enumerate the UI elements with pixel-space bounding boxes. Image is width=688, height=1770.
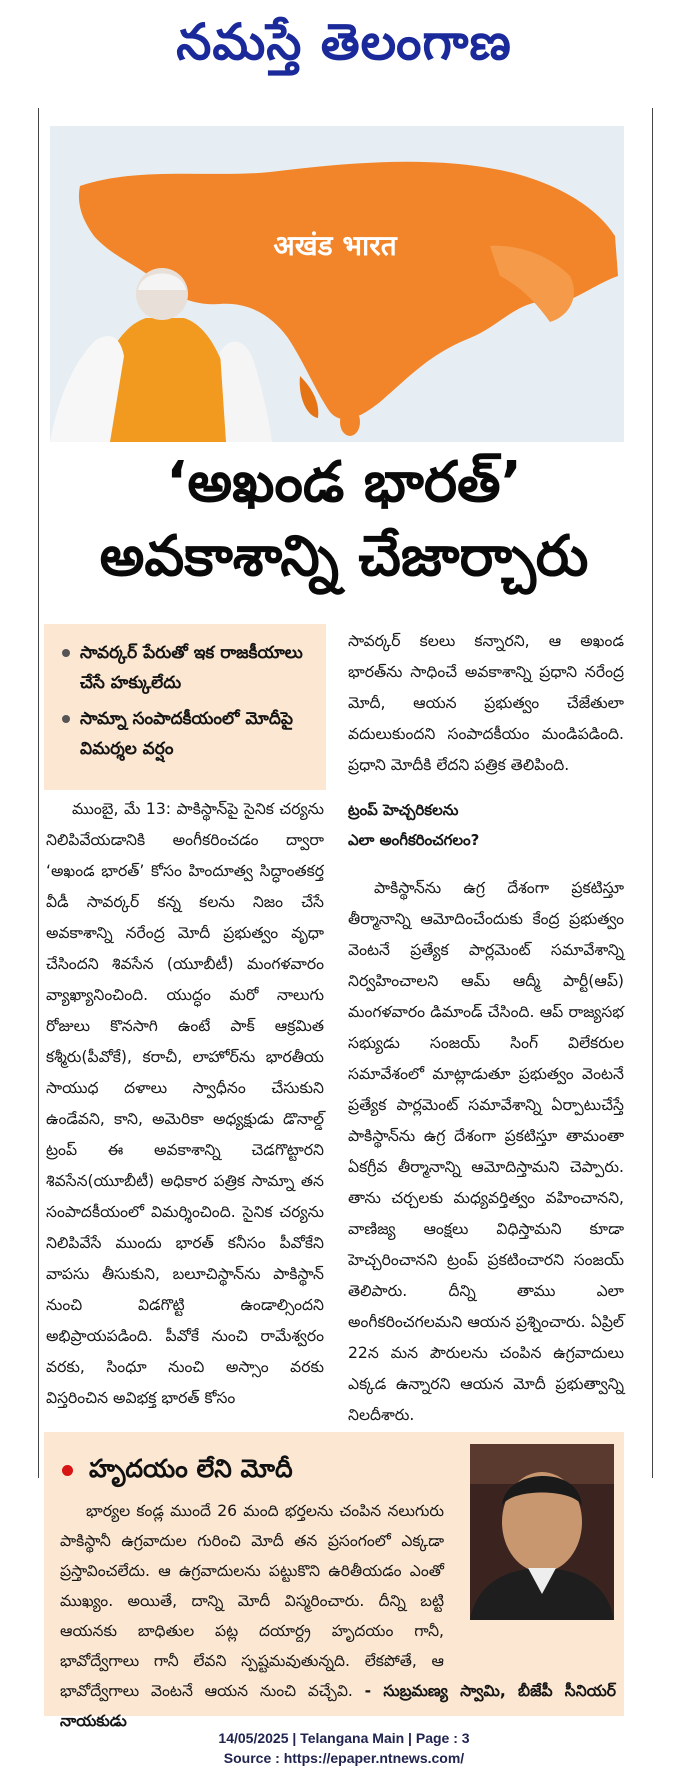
akhand-bharat-map-illustration (50, 126, 624, 442)
photo-wrap-spacer (452, 1496, 616, 1674)
highlights-box (44, 624, 326, 790)
quote-attribution: - సుబ్రమణ్య స్వామి, బీజేపీ సీనియర్‌ నాయకుడు (60, 1682, 616, 1730)
article-paragraph: సావర్కర్‌ కలలు కన్నారని, ఆ అఖండ భారత్‌ను సాధించే అవకాశాన్ని ప్రధాని నరేంద్ర మోదీ, ఆయన ప్రభుత్వం చేజేతులా వదులుకుందని సంపాదకీయం మండిపడింది. ప్రధాని మోదీకి లేదని పత్రిక తెలిపింది. (348, 632, 624, 774)
highlight-item (60, 704, 316, 764)
article-illustration (50, 126, 624, 442)
headline-line-1: ‘అఖండ భారత్‌’ (166, 450, 522, 515)
bullet-icon (62, 649, 70, 657)
headline-line-2: అవకాశాన్ని చేజార్చారు (99, 524, 589, 589)
box-paragraph: భార్యల కండ్ల ముందే 26 మంది భర్తలను చంపిన నలుగురు పాకిస్థానీ ఉగ్రవాదుల గురించి మోదీ తన ప్రసంగంలో ఎక్కడా ప్రస్తావించలేదు. ఆ ఉగ్రవాదులను పట్టుకొని ఉరితీయడం ఎంతో ముఖ్యం. అయితే, దాన్ని మోదీ విస్మరించారు. దీన్ని బట్టి ఆయనకు బాధితుల పట్ల దయార్ద్ర హృదయం గానీ, భావోద్వేగాలు గానీ లేవని స్పష్టమవుతున్నది. లేకపోతే, ఆ భావోద్వేగాలు వెంటనే ఆయన నుంచి వచ్చేవి. (60, 1502, 444, 1700)
subheading-line-2: ఎలా అంగీకరించగలం? (348, 831, 480, 849)
newspaper-masthead: నమస్తే తెలంగాణ (176, 13, 512, 71)
highlight-text: సామ్నా సంపాదకీయంలో మోదీపై విమర్శల వర్షం (80, 709, 293, 759)
article-paragraph: ముంబై, మే 13: పాకిస్థాన్‌పై సైనిక చర్యను నిలిపివేయడానికి అంగీకరించడం ద్వారా ‘అఖండ భారత్‌’ కోసం హిందూత్వ సిద్ధాంతకర్త వీడీ సావర్కర్‌ కన్న కలను నిజం చేసే అవకాశాన్ని నరేంద్ర మోదీ ప్రభుత్వం వృధా చేసిందని శివసేన (యూబీటీ) మంగళవారం వ్యాఖ్యానించింది. యుద్ధం మరో నాలుగు రోజులు కొనసాగి ఉంటే పాక్‌ ఆక్రమిత కశ్మీరు(పీవోకే), కరాచీ, లాహోర్‌ను భారతీయ సాయుధ దళాలు స్వాధీనం చేసుకుని ఉండేవని, కాని, అమెరికా అధ్యక్షుడు డొనాల్డ్‌ ట్రంప్‌ ఈ అవకాశాన్ని చెడగొట్టారని శివసేన(యూబీటీ) అధికార పత్రిక సామ్నా తన సంపాదకీయంలో విమర్శించింది. సైనిక చర్యను నిలిపివేసే ముందు భారత్‌ కనీసం పీవోకేని వాపసు తీసుకుని, బలూచిస్థాన్‌ను పాకిస్థాన్‌ నుంచి విడగొట్టి ఉండాల్సిందని అభిప్రాయపడింది. పీవోకే నుంచి రామేశ్వరం వరకు, సింధూ నుంచి అస్సాం వరకు విస్తరించిన అవిభక్త భారత్‌ కోసం (46, 800, 324, 1407)
column-rule-right (652, 108, 653, 1478)
bullet-icon (62, 1465, 73, 1476)
footer-source: Source : https://epaper.ntnews.com/ (223, 1750, 465, 1766)
article-column-right (348, 626, 624, 1431)
subheading-line-1: ట్రంప్‌ హెచ్చరికలను (348, 801, 459, 819)
article-column-left (46, 794, 324, 1414)
highlight-text: సావర్కర్‌ పేరుతో ఇక రాజకీయాలు చేసే హక్కులేదు (80, 643, 303, 693)
map-caption: अखंड भारत (273, 229, 397, 262)
headline (30, 446, 658, 594)
highlight-item (60, 638, 316, 698)
box-title (62, 1454, 293, 1490)
column-rule-left (38, 108, 39, 1478)
page-footer (0, 1728, 688, 1768)
subheading (348, 795, 624, 855)
footer-edition-info: 14/05/2025 | Telangana Main | Page : 3 (218, 1730, 470, 1746)
article-paragraph: పాకిస్థాన్‌ను ఉగ్ర దేశంగా ప్రకటిస్తూ తీర్మానాన్ని ఆమోదించేందుకు కేంద్ర ప్రభుత్వం వెంటనే ప్రత్యేక పార్లమెంట్‌ సమావేశాన్ని నిర్వహించాలని ఆమ్‌ ఆద్మీ పార్టీ(ఆప్‌) మంగళవారం డిమాండ్‌ చేసింది. ఆప్‌ రాజ్యసభ సభ్యుడు సంజయ్‌ సింగ్‌ విలేకరుల సమావేశంలో మాట్లాడుతూ ప్రభుత్వం వెంటనే ప్రత్యేక పార్లమెంట్‌ సమావేశాన్ని ఏర్పాటుచేస్తే పాకిస్థాన్‌ను ఉగ్ర దేశంగా ప్రకటిస్తూ తామంతా ఏకగ్రీవ తీర్మానాన్ని ఆమోదిస్తామని చెప్పారు. తాను చర్చలకు మధ్యవర్తిత్వం వహించానని, వాణిజ్య ఆంక్షలు విధిస్తామని కూడా హెచ్చరించానని ట్రంప్‌ ప్రకటించారని సంజయ్‌ తెలిపారు. దీన్ని తాము ఎలా అంగీకరించగలమని ఆయన ప్రశ్నించారు. ఏప్రిల్‌ 22న మన పౌరులను చంపిన ఉగ్రవాదులు ఎక్కడ ఉన్నారని ఆయన మోదీ ప్రభుత్వాన్ని నిలదీశారు. (348, 879, 624, 1424)
sidebar-quote-box (44, 1432, 624, 1730)
box-text (60, 1496, 616, 1736)
bullet-icon (62, 715, 70, 723)
box-title-text: హృదయం లేని మోదీ (89, 1454, 293, 1483)
